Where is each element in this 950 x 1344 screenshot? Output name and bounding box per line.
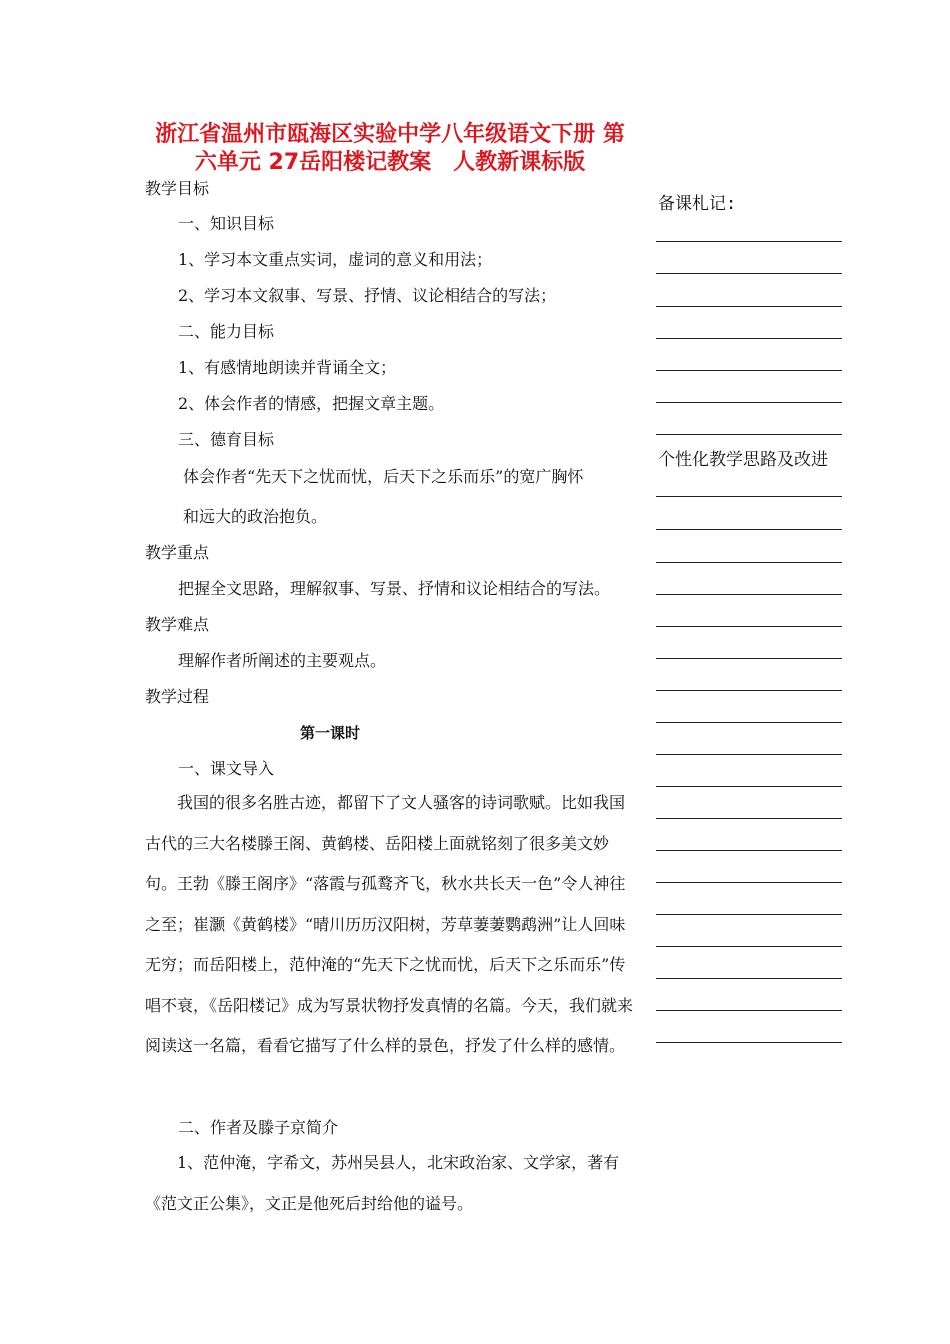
improve-line bbox=[656, 1010, 842, 1011]
moral-text-line-1: 体会作者“先天下之忧而忧，后天下之乐而乐”的宽广胸怀 bbox=[183, 467, 584, 486]
improve-line bbox=[656, 1042, 842, 1043]
improve-line bbox=[656, 850, 842, 851]
ability-heading: 二、能力目标 bbox=[178, 322, 275, 341]
improve-line bbox=[656, 529, 842, 530]
ability-item-1: 1、有感情地朗读并背诵全文； bbox=[178, 358, 397, 377]
improve-line bbox=[656, 818, 842, 819]
objectives-heading: 教学目标 bbox=[145, 179, 210, 198]
knowledge-item-2: 2、学习本文叙事、写景、抒情、议论相结合的写法； bbox=[178, 286, 557, 305]
author-paragraph: 1、范仲淹，字希文，苏州吴县人，北宋政治家、文学家，著有《范文正公集》，文正是他死后封给他的谥号。 bbox=[145, 1153, 620, 1213]
improve-line bbox=[656, 722, 842, 723]
knowledge-item-1: 1、学习本文重点实词，虚词的意义和用法； bbox=[178, 250, 493, 269]
lesson-title: 第一课时 bbox=[300, 724, 361, 742]
note-line bbox=[656, 338, 842, 339]
ability-item-2: 2、体会作者的情感，把握文章主题。 bbox=[178, 394, 445, 413]
difficulties-heading: 教学难点 bbox=[145, 615, 210, 634]
note-line bbox=[656, 402, 842, 403]
improve-line bbox=[656, 626, 842, 627]
note-line bbox=[656, 273, 842, 274]
title-line-2: 六单元 27岳阳楼记教案 人教新课标版 bbox=[194, 150, 586, 175]
improve-line bbox=[656, 594, 842, 595]
improve-line bbox=[656, 690, 842, 691]
improve-line bbox=[656, 754, 842, 755]
notes-heading: 备课札记: bbox=[658, 194, 737, 214]
difficulties-text: 理解作者所阐述的主要观点。 bbox=[178, 651, 387, 670]
moral-text-line-2: 和远大的政治抱负。 bbox=[183, 507, 328, 526]
moral-heading: 三、德育目标 bbox=[178, 430, 275, 449]
key-points-heading: 教学重点 bbox=[145, 543, 210, 562]
improve-line bbox=[656, 978, 842, 979]
improve-line bbox=[656, 914, 842, 915]
note-line bbox=[656, 370, 842, 371]
improve-line bbox=[656, 946, 842, 947]
knowledge-heading: 一、知识目标 bbox=[178, 214, 275, 233]
intro-heading: 一、课文导入 bbox=[178, 759, 275, 778]
improve-line bbox=[656, 882, 842, 883]
note-line bbox=[656, 241, 842, 242]
improve-line bbox=[656, 562, 842, 563]
note-line bbox=[656, 306, 842, 307]
author-heading: 二、作者及滕子京简介 bbox=[178, 1118, 339, 1137]
improve-heading: 个性化教学思路及改进 bbox=[658, 450, 828, 470]
title-line-1: 浙江省温州市瓯海区实验中学八年级语文下册 第 bbox=[155, 122, 625, 147]
improve-line bbox=[656, 786, 842, 787]
intro-paragraph: 我国的很多名胜古迹，都留下了文人骚客的诗词歌赋。比如我国古代的三大名楼滕王阁、黄鹤楼、岳阳楼上面就铭刻了很多美文妙句。王勃《滕王阁序》“落霞与孤鹜齐飞，秋水共长天一色”令人神往之至；崔灏《黄鹤楼》“晴川历历汉阳树，芳草萋萋鹦鹉洲”让人回味无穷；而岳阳楼上，范仲淹的“先天下之忧而忧，后天下之乐而乐”传唱不衰，《岳阳楼记》成为写景状物抒发真情的名篇。今天，我们就来阅读这一名篇，看看它描写了什么样的景色，抒发了什么样的感情。 bbox=[145, 793, 634, 1055]
key-points-text: 把握全文思路，理解叙事、写景、抒情和议论相结合的写法。 bbox=[178, 579, 611, 598]
note-line bbox=[656, 434, 842, 435]
improve-line bbox=[656, 658, 842, 659]
process-heading: 教学过程 bbox=[145, 687, 210, 706]
improve-line bbox=[656, 496, 842, 497]
